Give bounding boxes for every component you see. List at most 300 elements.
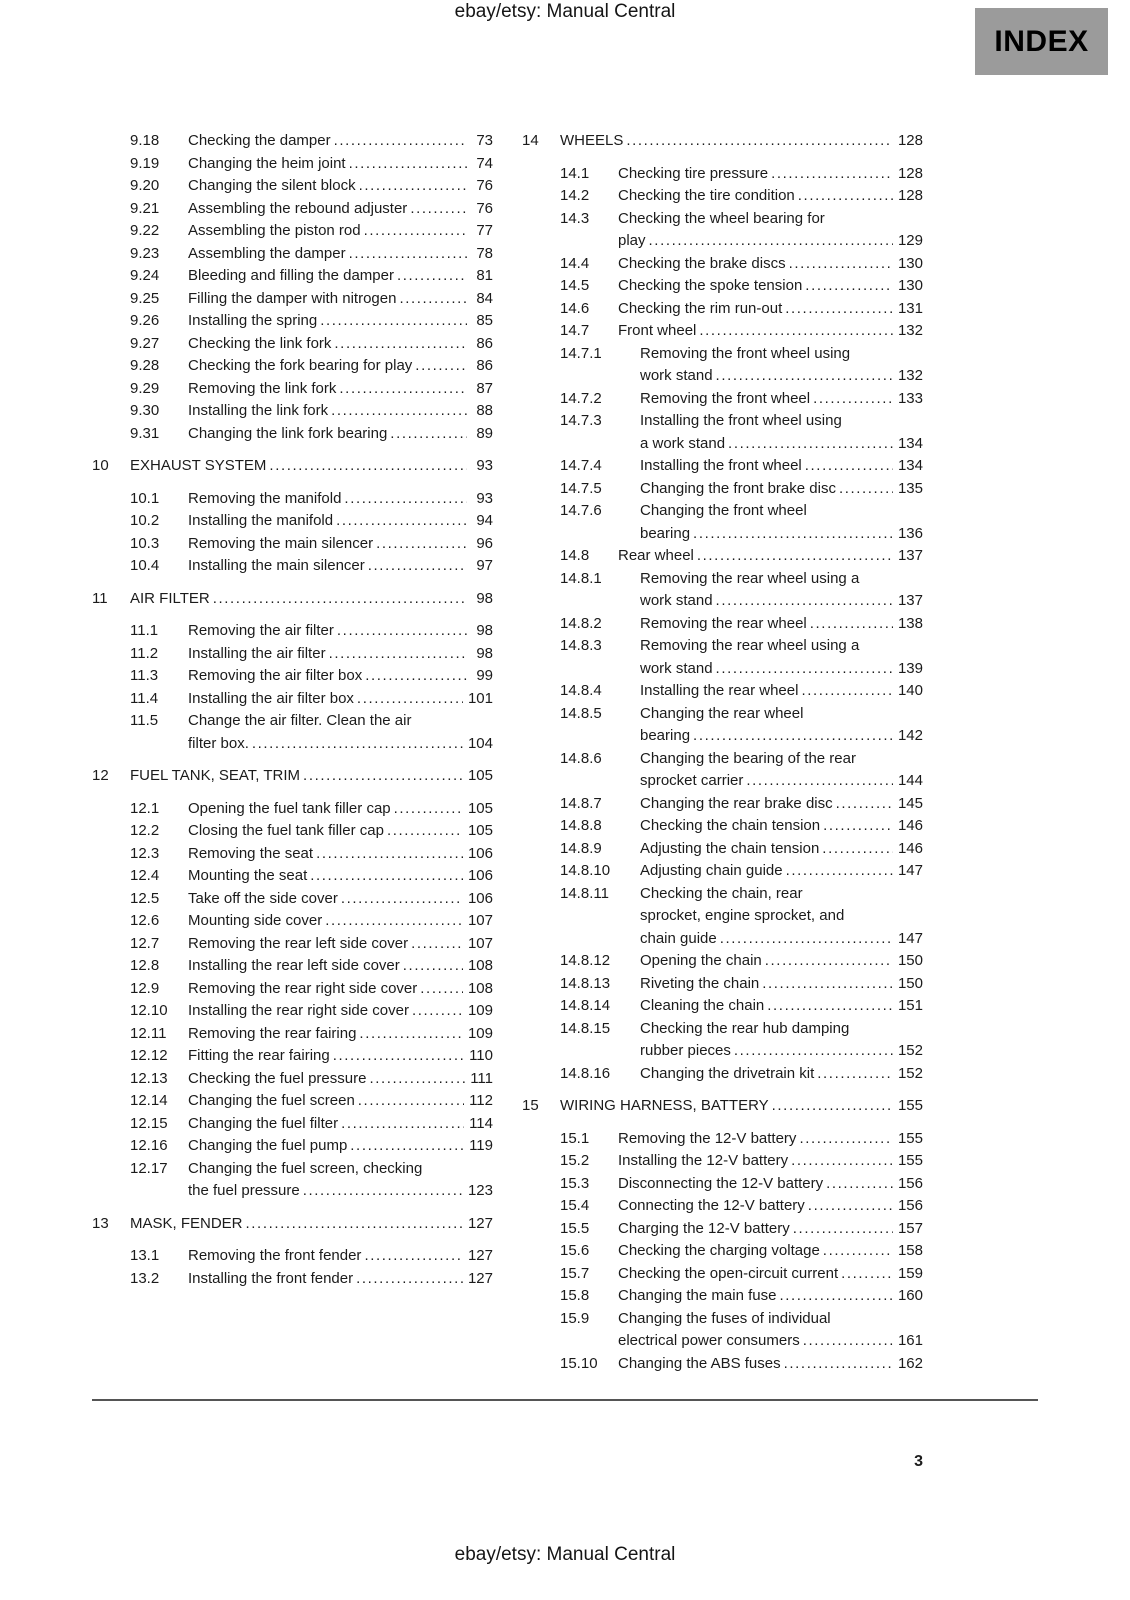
toc-leader-dots — [623, 130, 893, 153]
toc-entry-page-number: 96 — [476, 534, 493, 552]
toc-leader-dots — [713, 658, 893, 681]
toc-entry-number: 11.1 — [130, 622, 159, 639]
toc-entry-page-number: 151 — [897, 997, 923, 1014]
toc-entry — [522, 635, 923, 680]
toc-entry — [522, 298, 923, 321]
toc-entry — [522, 883, 923, 951]
toc-entry — [92, 798, 493, 821]
toc-leader-dots — [387, 423, 467, 446]
toc-entry-page-number: 98 — [476, 622, 493, 639]
toc-entry-line — [640, 680, 923, 703]
toc-entry-line — [188, 888, 493, 911]
toc-entry-page-number: 155 — [897, 1129, 923, 1147]
toc-entry-body — [618, 545, 923, 568]
toc-entry-line — [640, 905, 923, 928]
toc-entry-body — [618, 1128, 923, 1151]
toc-entry-line — [188, 710, 493, 733]
toc-entry-body — [640, 815, 923, 838]
toc-entry-number: 14.8.14 — [560, 997, 611, 1014]
toc-entry-title: work stand — [640, 592, 713, 609]
toc-entry-body — [188, 888, 493, 911]
toc-leader-dots — [249, 733, 463, 756]
toc-entry-body — [560, 1095, 923, 1118]
toc-entry-line — [640, 995, 923, 1018]
toc-entry — [92, 378, 493, 401]
toc-entry-line — [188, 798, 493, 821]
toc-entry-line — [640, 523, 923, 546]
toc-entry — [92, 710, 493, 755]
toc-entry — [522, 793, 923, 816]
toc-entry — [92, 355, 493, 378]
toc-entry-line — [560, 130, 923, 153]
toc-entry-body — [640, 860, 923, 883]
toc-entry-page-number: 138 — [897, 614, 923, 632]
toc-entry-page-number: 160 — [897, 1287, 923, 1304]
toc-entry-page-number: 155 — [897, 1152, 923, 1169]
toc-entry-title: Installing the 12-V battery — [618, 1152, 789, 1169]
toc-entry-number: 9.21 — [130, 199, 160, 217]
toc-entry — [92, 1045, 493, 1068]
toc-entry-body — [618, 1150, 923, 1173]
toc-entry-page-number: 152 — [897, 1064, 923, 1082]
toc-entry-line — [188, 1000, 493, 1023]
toc-entry-body — [640, 410, 923, 455]
toc-entry-page-number: 105 — [467, 767, 493, 784]
toc-entry-title: electrical power consumers — [618, 1332, 800, 1349]
toc-entry-number: 11 — [92, 589, 108, 607]
toc-entry-title: Changing the main fuse — [618, 1287, 777, 1304]
toc-entry-title: Assembling the rebound adjuster — [188, 199, 408, 217]
toc-entry-page-number: 127 — [467, 1214, 493, 1232]
toc-entry-line — [618, 320, 923, 343]
toc-entry — [92, 1135, 493, 1158]
toc-entry-number: 14.8.9 — [560, 839, 602, 857]
toc-leader-dots — [820, 815, 893, 838]
toc-leader-dots — [776, 1285, 893, 1308]
toc-entry-page-number: 131 — [897, 299, 923, 317]
toc-entry — [92, 400, 493, 423]
toc-entry — [522, 1218, 923, 1241]
toc-entry-line — [560, 1095, 923, 1118]
toc-entry-page-number: 81 — [476, 267, 493, 284]
toc-entry — [92, 310, 493, 333]
toc-entry-title: Changing the link fork bearing — [188, 424, 388, 442]
toc-entry-number: 12.16 — [130, 1137, 168, 1154]
toc-entry-line — [130, 765, 493, 788]
toc-entry-body — [188, 378, 493, 401]
toc-entry — [522, 320, 923, 343]
toc-entry-body — [560, 130, 923, 153]
toc-entry-line — [618, 208, 923, 231]
toc-entry-page-number: 137 — [897, 592, 923, 609]
toc-entry — [92, 955, 493, 978]
toc-entry-number: 13.2 — [130, 1269, 160, 1287]
toc-entry-line — [640, 613, 923, 636]
toc-section-entry — [92, 455, 493, 478]
toc-entry-title: Installing the front fender — [188, 1269, 354, 1287]
toc-leader-dots — [743, 770, 893, 793]
toc-entry-body — [188, 1245, 493, 1268]
toc-entry-page-number: 105 — [467, 799, 493, 817]
toc-entry-number: 12.6 — [130, 912, 160, 929]
toc-entry — [522, 500, 923, 545]
toc-entry-line — [640, 478, 923, 501]
toc-entry-title: Changing the fuel filter — [188, 1114, 339, 1132]
toc-entry-number: 14.8.5 — [560, 704, 602, 722]
toc-entry-title: sprocket, engine sprocket, and — [640, 907, 845, 924]
toc-entry-title: WHEELS — [560, 132, 624, 149]
toc-leader-dots — [713, 590, 893, 613]
toc-entry-page-number: 128 — [897, 164, 923, 182]
toc-entry-body — [188, 153, 493, 176]
toc-entry-line — [640, 365, 923, 388]
toc-entry-title: Removing the seat — [188, 844, 314, 862]
toc-entry-body — [618, 1308, 923, 1353]
toc-entry-line — [188, 843, 493, 866]
toc-entry-page-number: 77 — [476, 222, 493, 239]
toc-entry-title: work stand — [640, 367, 713, 384]
toc-entry — [92, 1268, 493, 1291]
toc-entry — [522, 208, 923, 253]
toc-entry — [92, 243, 493, 266]
toc-entry — [92, 533, 493, 556]
toc-entry — [522, 1263, 923, 1286]
toc-entry-page-number: 128 — [897, 132, 923, 149]
toc-entry-number: 15 — [522, 1097, 539, 1114]
toc-entry-title: Removing the air filter — [188, 622, 334, 639]
toc-entry-title: Changing the heim joint — [188, 154, 346, 172]
toc-entry-body — [188, 220, 493, 243]
toc-leader-dots — [805, 1195, 893, 1218]
toc-entry — [92, 865, 493, 888]
toc-entry-page-number: 145 — [897, 794, 923, 812]
toc-entry-page-number: 134 — [897, 457, 923, 474]
toc-section-entry — [92, 588, 493, 611]
toc-entry-number: 9.28 — [130, 357, 160, 374]
toc-entry-number: 9.23 — [130, 244, 160, 262]
toc-entry — [522, 748, 923, 793]
toc-entry-title: MASK, FENDER — [130, 1214, 243, 1232]
toc-entry-line — [188, 1268, 493, 1291]
toc-entry-body — [618, 185, 923, 208]
toc-leader-dots — [317, 310, 467, 333]
toc-entry-page-number: 162 — [897, 1354, 923, 1372]
toc-entry-number: 10 — [92, 457, 109, 474]
toc-entry-title: rubber pieces — [640, 1042, 731, 1059]
toc-entry — [522, 343, 923, 388]
toc-leader-dots — [313, 843, 463, 866]
toc-entry — [92, 130, 493, 153]
toc-leader-dots — [768, 163, 893, 186]
toc-entry-body — [188, 798, 493, 821]
toc-entry-body — [188, 288, 493, 311]
toc-leader-dots — [407, 198, 467, 221]
toc-entry-body — [188, 933, 493, 956]
toc-entry-line — [640, 388, 923, 411]
toc-entry-page-number: 109 — [467, 1024, 493, 1042]
toc-entry-line — [618, 230, 923, 253]
toc-entry-title: Assembling the damper — [188, 244, 346, 262]
toc-entry-title: Installing the rear right side cover — [188, 1002, 409, 1019]
toc-entry-page-number: 94 — [476, 512, 493, 529]
toc-leader-dots — [346, 243, 467, 266]
toc-entry-line — [618, 185, 923, 208]
toc-entry-line — [130, 455, 493, 478]
toc-entry-title: Checking tire pressure — [618, 164, 769, 182]
toc-entry-title: Adjusting chain guide — [640, 862, 783, 879]
toc-entry-page-number: 161 — [897, 1332, 923, 1349]
toc-leader-dots — [802, 275, 893, 298]
toc-entry-title: Installing the link fork — [188, 402, 329, 419]
toc-entry-body — [188, 510, 493, 533]
toc-entry-title: Removing the manifold — [188, 489, 342, 507]
toc-entry-number: 14.8.4 — [560, 682, 602, 699]
toc-entry-line — [188, 978, 493, 1001]
toc-entry-body — [188, 1158, 493, 1203]
toc-leader-dots — [820, 1240, 893, 1263]
toc-entry-body — [640, 478, 923, 501]
toc-leader-dots — [696, 320, 893, 343]
toc-entry-line — [188, 510, 493, 533]
toc-entry-line — [640, 860, 923, 883]
toc-entry-title: Checking the fork bearing for play — [188, 357, 413, 374]
toc-entry-body — [188, 130, 493, 153]
toc-entry-body — [640, 455, 923, 478]
toc-leader-dots — [331, 130, 467, 153]
toc-entry-title: Checking the spoke tension — [618, 277, 803, 294]
toc-entry-line — [188, 265, 493, 288]
toc-entry-title: Removing the rear right side cover — [188, 979, 418, 997]
toc-entry-title: Disconnecting the 12-V battery — [618, 1174, 824, 1192]
toc-entry-line — [188, 933, 493, 956]
toc-entry-number: 11.2 — [130, 644, 159, 662]
toc-entry-title: chain guide — [640, 929, 717, 947]
toc-entry — [522, 545, 923, 568]
toc-entry-title: Installing the manifold — [188, 512, 334, 529]
toc-entry-line — [618, 1240, 923, 1263]
toc-entry — [522, 1018, 923, 1063]
toc-entry-number: 14.6 — [560, 299, 590, 317]
toc-entry — [522, 973, 923, 996]
toc-entry-number: 12.10 — [130, 1002, 168, 1019]
toc-leader-dots — [690, 523, 893, 546]
toc-entry-line — [618, 1173, 923, 1196]
toc-entry-number: 14.8.16 — [560, 1064, 611, 1082]
toc-entry-line — [188, 1113, 493, 1136]
toc-entry-title: Checking the chain tension — [640, 817, 821, 834]
toc-entry — [522, 703, 923, 748]
toc-leader-dots — [347, 1135, 464, 1158]
toc-leader-dots — [326, 643, 467, 666]
toc-entry-page-number: 155 — [897, 1097, 923, 1114]
toc-entry-line — [130, 1213, 493, 1236]
toc-entry-title: Opening the fuel tank filler cap — [188, 799, 391, 817]
toc-leader-dots — [783, 860, 893, 883]
toc-entry-number: 14.8.8 — [560, 817, 602, 834]
toc-entry-title: Mounting side cover — [188, 912, 323, 929]
toc-entry-title: sprocket carrier — [640, 772, 744, 789]
toc-entry — [522, 995, 923, 1018]
toc-entry-page-number: 136 — [897, 524, 923, 542]
toc-entry-page-number: 88 — [476, 402, 493, 419]
toc-entry-page-number: 130 — [897, 254, 923, 272]
toc-entry-line — [640, 590, 923, 613]
toc-entry — [522, 163, 923, 186]
toc-entry-line — [618, 1128, 923, 1151]
toc-entry-page-number: 123 — [467, 1182, 493, 1199]
toc-entry-page-number: 107 — [467, 934, 493, 952]
toc-entry-body — [188, 400, 493, 423]
toc-entry-body — [130, 588, 493, 611]
toc-entry-page-number: 135 — [897, 479, 923, 497]
toc-leader-dots — [330, 1045, 464, 1068]
toc-entry-body — [188, 1000, 493, 1023]
toc-entry-body — [188, 175, 493, 198]
toc-entry — [92, 510, 493, 533]
toc-leader-dots — [338, 1113, 464, 1136]
toc-entry-page-number: 97 — [476, 557, 493, 574]
toc-entry-number: 12.1 — [130, 799, 160, 817]
toc-entry — [92, 843, 493, 866]
toc-entry-body — [188, 820, 493, 843]
toc-entry — [92, 933, 493, 956]
toc-entry-title: WIRING HARNESS, BATTERY — [560, 1097, 769, 1114]
toc-entry — [522, 275, 923, 298]
toc-entry — [522, 1150, 923, 1173]
toc-leader-dots — [353, 1268, 463, 1291]
toc-entry-number: 14.8.13 — [560, 974, 611, 992]
toc-entry-line — [618, 1150, 923, 1173]
toc-entry-line — [640, 973, 923, 996]
toc-entry — [522, 838, 923, 861]
toc-entry-title: Opening the chain — [640, 952, 762, 969]
toc-entry — [92, 643, 493, 666]
toc-entry-line — [640, 725, 923, 748]
toc-entry-number: 14.7.2 — [560, 389, 602, 407]
toc-entry-page-number: 159 — [897, 1264, 923, 1282]
toc-leader-dots — [361, 220, 467, 243]
toc-entry-body — [130, 1213, 493, 1236]
toc-entry-title: Installing the spring — [188, 312, 318, 329]
toc-entry — [522, 613, 923, 636]
toc-entry-number: 11.4 — [130, 689, 159, 707]
toc-entry-title: Fitting the rear fairing — [188, 1047, 330, 1064]
toc-entry-body — [640, 703, 923, 748]
toc-entry-page-number: 85 — [476, 312, 493, 329]
toc-entry — [92, 333, 493, 356]
toc-entry — [522, 185, 923, 208]
toc-entry-line — [640, 748, 923, 771]
toc-entry-title: Installing the air filter — [188, 644, 326, 662]
toc-entry-number: 15.2 — [560, 1152, 590, 1169]
toc-entry-number: 15.5 — [560, 1219, 590, 1237]
toc-entry-line — [618, 1285, 923, 1308]
toc-entry — [92, 1068, 493, 1091]
toc-entry-body — [640, 748, 923, 793]
toc-entry-body — [188, 955, 493, 978]
toc-leader-dots — [366, 1068, 465, 1091]
toc-entry-line — [618, 1353, 923, 1376]
toc-entry-page-number: 152 — [897, 1042, 923, 1059]
toc-entry — [522, 1353, 923, 1376]
toc-entry-number: 14.7.5 — [560, 479, 602, 497]
toc-entry-number: 12.2 — [130, 822, 160, 839]
toc-entry-line — [618, 1263, 923, 1286]
toc-entry-number: 14.4 — [560, 254, 590, 272]
toc-entry-line — [188, 175, 493, 198]
toc-entry-body — [640, 793, 923, 816]
toc-entry-title: Checking the damper — [188, 132, 331, 149]
toc-entry-line — [618, 545, 923, 568]
toc-entry-number: 14 — [522, 132, 539, 149]
toc-leader-dots — [266, 455, 467, 478]
toc-entry-title: Adjusting the chain tension — [640, 839, 820, 857]
toc-entry-page-number: 86 — [476, 357, 493, 374]
toc-entry-line — [188, 555, 493, 578]
toc-entry-body — [618, 208, 923, 253]
toc-leader-dots — [836, 478, 893, 501]
toc-entry — [92, 665, 493, 688]
toc-entry-number: 9.29 — [130, 379, 160, 397]
footer-divider — [92, 1399, 1038, 1401]
toc-entry-line — [618, 275, 923, 298]
toc-entry — [522, 410, 923, 455]
toc-entry-line — [618, 1308, 923, 1331]
toc-leader-dots — [786, 253, 893, 276]
toc-entry-title: Rear wheel — [618, 547, 694, 564]
toc-leader-dots — [362, 665, 467, 688]
toc-entry-page-number: 147 — [897, 929, 923, 947]
toc-entry-page-number: 73 — [476, 132, 493, 149]
toc-leader-dots — [322, 910, 463, 933]
toc-leader-dots — [713, 365, 893, 388]
toc-entry-number: 12.8 — [130, 957, 160, 974]
toc-entry-page-number: 101 — [467, 689, 493, 707]
toc-entry-line — [188, 910, 493, 933]
toc-entry — [522, 478, 923, 501]
toc-entry-page-number: 78 — [476, 244, 493, 262]
toc-entry-number: 9.30 — [130, 402, 160, 419]
toc-entry-number: 12.4 — [130, 867, 160, 884]
toc-leader-dots — [717, 928, 893, 951]
toc-entry-number: 14.2 — [560, 187, 590, 204]
toc-entry-body — [188, 843, 493, 866]
toc-entry-number: 14.8.6 — [560, 749, 602, 767]
toc-entry-line — [618, 253, 923, 276]
toc-entry-line — [640, 815, 923, 838]
toc-entry-page-number: 106 — [467, 844, 493, 862]
toc-entry-title: Changing the rear brake disc — [640, 794, 833, 812]
toc-entry-page-number: 106 — [467, 867, 493, 884]
toc-entry-page-number: 129 — [897, 232, 923, 249]
toc-entry-number: 14.8 — [560, 547, 590, 564]
toc-entry-body — [618, 298, 923, 321]
toc-entry — [92, 288, 493, 311]
toc-entry-line — [640, 838, 923, 861]
toc-leader-dots — [800, 1330, 893, 1353]
toc-entry-body — [618, 253, 923, 276]
toc-leader-dots — [731, 1040, 893, 1063]
toc-entry-title: Checking the rear hub damping — [640, 1019, 850, 1037]
toc-leader-dots — [361, 1245, 463, 1268]
toc-column-right — [522, 130, 923, 1375]
toc-entry-title: bearing — [640, 727, 691, 744]
toc-entry-number: 10.1 — [130, 489, 160, 507]
toc-entry-line — [188, 533, 493, 556]
toc-leader-dots — [796, 1128, 893, 1151]
toc-entry-line — [188, 1158, 493, 1181]
toc-entry-line — [188, 355, 493, 378]
